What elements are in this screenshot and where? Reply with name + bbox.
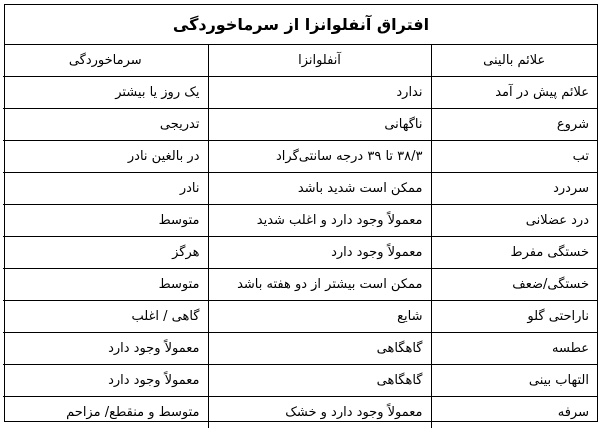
header-common-cold: سرماخوردگی: [3, 45, 208, 77]
symptom-cell: عطسه: [431, 333, 597, 365]
symptom-cell: علائم پیش در آمد: [431, 77, 597, 109]
cold-cell: متوسط: [3, 269, 208, 301]
cold-cell: یک روز یا بیشتر: [3, 77, 208, 109]
table-row: [3, 77, 597, 109]
table-row: [3, 365, 597, 397]
influenza-cell: معمولاً وجود دارد: [208, 237, 431, 269]
cold-cell: معمولاً وجود دارد: [3, 365, 208, 397]
cold-cell: در بالغین نادر: [3, 141, 208, 173]
table-row: [3, 301, 597, 333]
table-row: [3, 205, 597, 237]
table-row: [3, 333, 597, 365]
cold-cell: متوسط: [3, 205, 208, 237]
comparison-table: [3, 45, 597, 428]
table-row: [3, 269, 597, 301]
influenza-cell: معمولاً وجود دارد و خشک: [208, 397, 431, 428]
influenza-cell: ناگهانی: [208, 109, 431, 141]
influenza-cell: ندارد: [208, 77, 431, 109]
symptom-cell: خستگی مفرط: [431, 237, 597, 269]
symptom-cell: خستگی/ضعف: [431, 269, 597, 301]
influenza-cell: ممکن است شدید باشد: [208, 173, 431, 205]
symptom-cell: سرفه: [431, 397, 597, 428]
symptom-cell: شروع: [431, 109, 597, 141]
cold-cell: هرگز: [3, 237, 208, 269]
influenza-cell: ممکن است بیشتر از دو هفته باشد: [208, 269, 431, 301]
header-clinical-signs: علائم بالینی: [431, 45, 597, 77]
influenza-cell: گاهگاهی: [208, 333, 431, 365]
cold-cell: متوسط و منقطع/ مزاحم: [3, 397, 208, 428]
header-influenza: آنفلوانزا: [208, 45, 431, 77]
cold-cell: تدریجی: [3, 109, 208, 141]
table-title: افتراق آنفلوانزا از سرماخوردگی: [5, 5, 597, 45]
comparison-table-frame: [4, 4, 598, 422]
symptom-cell: سردرد: [431, 173, 597, 205]
table-row: [3, 173, 597, 205]
symptom-cell: ناراحتی گلو: [431, 301, 597, 333]
cold-cell: گاهی / اغلب: [3, 301, 208, 333]
table-row: [3, 397, 597, 428]
header-row: [3, 45, 597, 77]
influenza-cell: گاهگاهی: [208, 365, 431, 397]
symptom-cell: التهاب بینی: [431, 365, 597, 397]
influenza-cell: معمولاً وجود دارد و اغلب شدید: [208, 205, 431, 237]
table-row: [3, 237, 597, 269]
influenza-cell: شایع: [208, 301, 431, 333]
influenza-cell: ۳۸/۳ تا ۳۹ درجه سانتی‌گراد: [208, 141, 431, 173]
symptom-cell: درد عضلانی: [431, 205, 597, 237]
table-row: [3, 109, 597, 141]
table-row: [3, 141, 597, 173]
cold-cell: نادر: [3, 173, 208, 205]
cold-cell: معمولاً وجود دارد: [3, 333, 208, 365]
symptom-cell: تب: [431, 141, 597, 173]
